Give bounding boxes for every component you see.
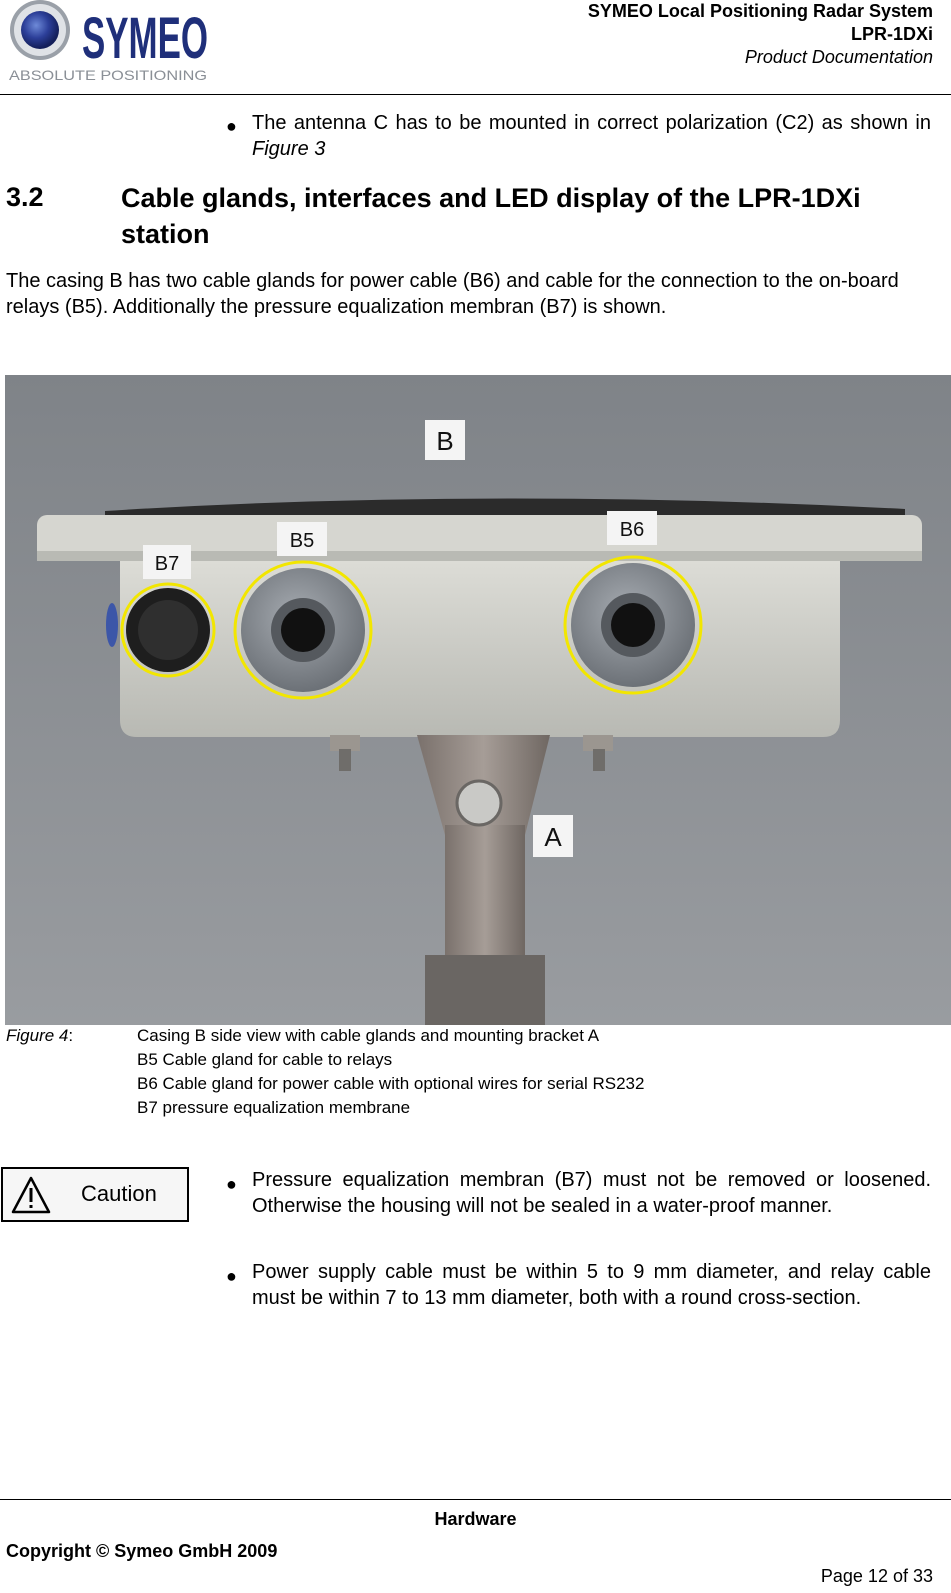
section-title: Cable glands, interfaces and LED display of the LPR-1DXi station [121, 183, 861, 249]
header-system-title: SYMEO Local Positioning Radar System [587, 1, 933, 21]
svg-text:A: A [544, 822, 562, 852]
photo-label-b6 [607, 511, 657, 545]
caption-line: B6 Cable gland for power cable with optional wires for serial RS232 [137, 1074, 645, 1093]
caution-item-membrane: Pressure equalization membran (B7) must not be removed or loosened. Otherwise the housing will not be sealed in a water-proof manner. [252, 1169, 931, 1217]
logo-wordmark: SYMEO [82, 6, 208, 71]
figure-separator: : [68, 1026, 74, 1045]
body-paragraph: The casing B has two cable glands for power cable (B6) and cable for the connection to the on-board relays (B5). Additionally the pressure equalization membran (B7) is shown. [6, 270, 899, 318]
caption-line: B7 pressure equalization membrane [137, 1098, 411, 1117]
header-doc-type: Product Documentation [744, 47, 933, 67]
caption-line: Casing B side view with cable glands and mounting bracket A [137, 1026, 600, 1045]
svg-text:B: B [436, 426, 454, 456]
svg-text:B5: B5 [289, 530, 315, 552]
footer-copyright: Copyright © Symeo GmbH 2009 [6, 1541, 278, 1561]
bullet-dot: ● [226, 116, 237, 136]
logo-tagline: ABSOLUTE POSITIONING [9, 67, 207, 83]
caption-line: B5 Cable gland for cable to relays [137, 1050, 393, 1069]
bullet-dot: ● [226, 1266, 237, 1286]
header-product-name: LPR-1DXi [850, 24, 933, 44]
photo-label-a [533, 815, 573, 857]
bullet-dot: ● [226, 1174, 237, 1194]
footer-page-number: Page 12 of 33 [820, 1566, 933, 1586]
photo-label-b7 [143, 545, 191, 579]
figure-number: Figure 4 [6, 1026, 69, 1045]
footer-rule [0, 1499, 951, 1500]
svg-text:B7: B7 [154, 553, 180, 575]
document-header [588, 0, 933, 69]
photo-label-b [425, 420, 465, 460]
figure-caption-label [6, 1024, 73, 1048]
svg-text:B6: B6 [619, 519, 645, 541]
casing-photo [5, 375, 951, 1025]
footer-chapter: Hardware [434, 1509, 517, 1529]
caution-box [1, 1167, 189, 1222]
warning-icon [11, 1175, 51, 1215]
section-number: 3.2 [6, 182, 44, 212]
caution-item-cable: Power supply cable must be within 5 to 9 mm diameter, and relay cable must be within 7 to 13 mm diameter, both with a round cross-section. [252, 1261, 931, 1309]
photo-label-b5 [277, 522, 327, 556]
figure-reference-link[interactable]: Figure 3 [252, 138, 326, 160]
caution-label: Caution [81, 1181, 157, 1206]
antenna-note-text: The antenna C has to be mounted in correct polarization (C2) as shown in [252, 112, 931, 134]
figure-caption [137, 1024, 937, 1120]
antenna-note [252, 110, 931, 162]
symeo-logo [6, 0, 211, 86]
header-rule [0, 94, 951, 95]
